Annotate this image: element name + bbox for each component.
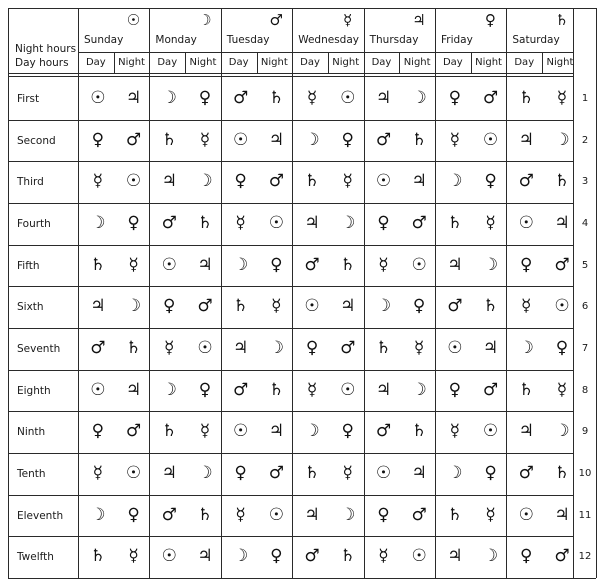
row-divider bbox=[8, 370, 573, 371]
day-name: Wednesday bbox=[298, 34, 359, 46]
day-subheader: Day bbox=[371, 57, 392, 68]
night-planet-symbol: ♂ bbox=[268, 171, 284, 192]
day-planet-symbol-cell: ☿ bbox=[235, 212, 246, 233]
night-planet-symbol: ☉ bbox=[340, 87, 356, 108]
night-subheader: Night bbox=[260, 57, 288, 68]
night-subheader: Night bbox=[332, 57, 360, 68]
day-planet-symbol-cell: ♂ bbox=[161, 212, 177, 233]
night-planet-symbol: ☉ bbox=[268, 504, 284, 525]
table-border-bottom bbox=[8, 578, 596, 579]
day-planet-symbol-cell: ♂ bbox=[375, 421, 392, 442]
day-planet-symbol-cell: ☽ bbox=[375, 296, 392, 317]
night-planet-symbol: ♃ bbox=[268, 129, 284, 150]
row-number: 8 bbox=[581, 384, 589, 396]
day-planet-symbol-cell: ♂ bbox=[90, 337, 106, 358]
night-planet-symbol: ♀ bbox=[270, 546, 283, 567]
night-planet-symbol: ♂ bbox=[340, 337, 356, 358]
day-planet-symbol-cell: ♄ bbox=[518, 379, 534, 400]
day-planet-symbol-cell: ♄ bbox=[233, 296, 249, 317]
day-planet-symbol-cell: ♀ bbox=[448, 87, 462, 108]
night-planet-symbol: ☽ bbox=[554, 129, 570, 150]
night-planet-symbol: ♃ bbox=[554, 504, 570, 525]
day-planet-symbol: ♂ bbox=[269, 11, 283, 29]
hour-label: Sixth bbox=[17, 301, 44, 314]
night-planet-symbol: ☽ bbox=[554, 421, 570, 442]
day-planet-symbol: ☽ bbox=[198, 11, 212, 29]
day-column-divider bbox=[221, 8, 222, 578]
row-divider bbox=[8, 411, 573, 412]
night-planet-symbol: ☿ bbox=[199, 129, 211, 150]
night-planet-symbol: ☽ bbox=[411, 379, 427, 400]
day-planet-symbol-cell: ☽ bbox=[90, 504, 106, 525]
night-planet-symbol: ♀ bbox=[484, 171, 497, 192]
day-subheader: Day bbox=[300, 57, 320, 68]
day-planet-symbol-cell: ♃ bbox=[161, 462, 177, 483]
day-planet-symbol-cell: ♄ bbox=[90, 254, 106, 275]
row-divider bbox=[8, 453, 573, 454]
night-planet-symbol: ♃ bbox=[411, 171, 427, 192]
day-name: Friday bbox=[441, 34, 473, 46]
hour-label: Third bbox=[17, 176, 44, 189]
night-planet-symbol: ♀ bbox=[270, 254, 283, 275]
hour-label: Tenth bbox=[17, 467, 46, 480]
day-planet-symbol-cell: ♀ bbox=[91, 421, 105, 442]
night-planet-symbol: ♂ bbox=[197, 296, 213, 317]
day-planet-symbol-cell: ♃ bbox=[304, 212, 320, 233]
day-column-divider bbox=[364, 8, 365, 578]
night-planet-symbol: ♀ bbox=[127, 212, 140, 233]
night-planet-symbol: ☉ bbox=[125, 462, 142, 483]
header-night-hours-label: Night hours bbox=[15, 43, 77, 55]
night-planet-symbol: ♀ bbox=[198, 87, 212, 108]
day-column-divider bbox=[435, 8, 436, 578]
day-planet-symbol-cell: ♂ bbox=[518, 171, 534, 192]
night-planet-symbol: ♄ bbox=[268, 379, 284, 400]
hour-label: Eighth bbox=[17, 384, 51, 397]
night-planet-symbol: ♄ bbox=[340, 546, 356, 567]
night-planet-symbol: ☽ bbox=[340, 504, 356, 525]
night-planet-symbol: ♂ bbox=[125, 129, 142, 150]
night-planet-symbol: ♂ bbox=[411, 212, 427, 233]
day-planet-symbol-cell: ♄ bbox=[447, 212, 463, 233]
night-subheader: Night bbox=[189, 57, 217, 68]
day-planet-symbol-cell: ☽ bbox=[161, 379, 177, 400]
day-planet-symbol-cell: ♂ bbox=[233, 87, 249, 108]
night-planet-symbol: ♃ bbox=[125, 87, 142, 108]
night-planet-symbol: ☽ bbox=[268, 337, 284, 358]
day-planet-symbol-cell: ☉ bbox=[90, 379, 106, 400]
row-divider bbox=[8, 286, 573, 287]
hour-label: First bbox=[17, 92, 40, 105]
night-planet-symbol: ☽ bbox=[125, 296, 142, 317]
day-planet-symbol-cell: ☿ bbox=[449, 129, 461, 150]
day-subheader: Day bbox=[157, 57, 178, 68]
night-planet-symbol: ♀ bbox=[484, 462, 497, 483]
night-planet-symbol: ☿ bbox=[556, 87, 568, 108]
night-planet-symbol: ♃ bbox=[340, 296, 356, 317]
day-planet-symbol-cell: ♀ bbox=[377, 212, 390, 233]
row-number: 3 bbox=[581, 176, 589, 188]
day-subheader: Day bbox=[442, 57, 463, 68]
night-planet-symbol: ♃ bbox=[197, 546, 213, 567]
night-planet-symbol: ♄ bbox=[268, 87, 284, 108]
day-planet-symbol-cell: ♃ bbox=[518, 129, 534, 150]
day-planet-symbol-cell: ☿ bbox=[378, 546, 389, 567]
hour-label: Seventh bbox=[17, 342, 61, 355]
day-planet-symbol-cell: ♂ bbox=[518, 462, 534, 483]
day-planet-symbol-cell: ☉ bbox=[161, 254, 177, 275]
night-planet-symbol: ♂ bbox=[125, 421, 142, 442]
day-name: Saturday bbox=[512, 34, 560, 46]
row-divider bbox=[8, 161, 573, 162]
night-planet-symbol: ☉ bbox=[554, 296, 570, 317]
day-planet-symbol-cell: ♄ bbox=[304, 462, 320, 483]
night-planet-symbol: ☿ bbox=[413, 337, 425, 358]
row-number: 9 bbox=[581, 426, 589, 438]
row-number: 11 bbox=[578, 509, 592, 521]
day-planet-symbol-cell: ♄ bbox=[518, 87, 534, 108]
day-column-divider bbox=[149, 8, 150, 578]
table-border-left bbox=[8, 8, 9, 578]
day-planet-symbol-cell: ☿ bbox=[164, 337, 175, 358]
row-divider bbox=[8, 328, 573, 329]
day-planet-symbol-cell: ♃ bbox=[233, 337, 249, 358]
day-planet-symbol-cell: ♃ bbox=[90, 296, 106, 317]
day-planet-symbol-cell: ☽ bbox=[233, 254, 249, 275]
day-planet-symbol-cell: ☽ bbox=[304, 129, 320, 150]
table-border-right bbox=[596, 8, 597, 578]
day-planet-symbol-cell: ☉ bbox=[518, 212, 534, 233]
night-planet-symbol: ♀ bbox=[198, 379, 212, 400]
day-planet-symbol-cell: ♂ bbox=[375, 129, 392, 150]
night-planet-symbol: ♄ bbox=[554, 171, 570, 192]
day-planet-symbol-cell: ☿ bbox=[449, 421, 461, 442]
day-name: Sunday bbox=[84, 34, 124, 46]
day-name: Tuesday bbox=[226, 34, 270, 46]
day-column-divider bbox=[506, 8, 507, 578]
day-planet-symbol-cell: ☉ bbox=[375, 462, 392, 483]
day-planet-symbol-cell: ♄ bbox=[161, 129, 177, 150]
night-planet-symbol: ☿ bbox=[128, 546, 139, 567]
night-planet-symbol: ♂ bbox=[554, 254, 570, 275]
header-bottom-double-line bbox=[8, 76, 573, 77]
day-planet-symbol-cell: ☽ bbox=[233, 546, 249, 567]
day-planet-symbol-cell: ☿ bbox=[306, 379, 318, 400]
day-planet-symbol-cell: ♀ bbox=[234, 171, 247, 192]
day-planet-symbol: ♄ bbox=[555, 11, 569, 29]
day-planet-symbol: ☉ bbox=[126, 11, 141, 29]
row-number: 7 bbox=[581, 342, 589, 354]
night-subheader: Night bbox=[118, 57, 145, 68]
hour-label: Second bbox=[17, 134, 56, 147]
row-number: 10 bbox=[578, 467, 592, 479]
row-divider bbox=[8, 245, 573, 246]
day-planet-symbol: ♃ bbox=[412, 11, 426, 29]
night-planet-symbol: ☿ bbox=[342, 462, 353, 483]
day-planet-symbol-cell: ♃ bbox=[518, 421, 534, 442]
day-planet-symbol: ♀ bbox=[484, 11, 496, 29]
night-planet-symbol: ♄ bbox=[411, 421, 427, 442]
day-planet-symbol-cell: ☉ bbox=[304, 296, 320, 317]
header-bottom-line bbox=[8, 73, 573, 74]
day-planet-symbol-cell: ♃ bbox=[304, 504, 320, 525]
hour-label: Eleventh bbox=[17, 509, 64, 522]
row-divider bbox=[8, 203, 573, 204]
day-planet-symbol-cell: ☉ bbox=[233, 129, 249, 150]
night-planet-symbol: ☽ bbox=[482, 254, 499, 275]
row-divider bbox=[8, 120, 573, 121]
day-planet-symbol-cell: ♂ bbox=[161, 504, 177, 525]
day-subheader: Day bbox=[228, 57, 249, 68]
day-planet-symbol-cell: ♃ bbox=[161, 171, 177, 192]
day-planet-symbol-cell: ♀ bbox=[163, 296, 176, 317]
day-planet-symbol-cell: ☿ bbox=[306, 87, 318, 108]
row-number: 6 bbox=[581, 301, 589, 313]
day-planet-symbol-cell: ☿ bbox=[378, 254, 389, 275]
day-subheader: Day bbox=[85, 57, 106, 68]
night-planet-symbol: ♃ bbox=[197, 254, 213, 275]
day-planet-symbol-cell: ♀ bbox=[520, 546, 533, 567]
day-planet-symbol-cell: ♄ bbox=[304, 171, 320, 192]
day-planet-symbol-cell: ☿ bbox=[92, 462, 104, 483]
day-planet-symbol-cell: ☉ bbox=[447, 337, 463, 358]
header-day-hours-label: Day hours bbox=[15, 57, 69, 69]
night-planet-symbol: ♀ bbox=[555, 337, 569, 358]
row-number: 1 bbox=[581, 92, 589, 104]
day-planet-symbol-cell: ♄ bbox=[375, 337, 392, 358]
day-planet-symbol-cell: ☽ bbox=[161, 87, 177, 108]
night-planet-symbol: ☽ bbox=[340, 212, 356, 233]
night-planet-symbol: ☉ bbox=[411, 546, 427, 567]
day-planet-symbol-cell: ☽ bbox=[447, 171, 463, 192]
row-number: 12 bbox=[578, 551, 592, 563]
hour-label: Ninth bbox=[17, 426, 46, 439]
night-planet-symbol: ☿ bbox=[485, 212, 496, 233]
day-planet-symbol-cell: ☿ bbox=[235, 504, 246, 525]
day-planet-symbol-cell: ♀ bbox=[305, 337, 319, 358]
row-number: 2 bbox=[581, 134, 589, 146]
night-subheader: Night bbox=[475, 57, 502, 68]
hour-label: Twelfth bbox=[17, 551, 54, 564]
night-planet-symbol: ☉ bbox=[340, 379, 356, 400]
day-planet-symbol-cell: ☉ bbox=[518, 504, 534, 525]
day-planet-symbol-cell: ♃ bbox=[447, 254, 463, 275]
day-name: Thursday bbox=[369, 34, 419, 46]
day-column-divider bbox=[292, 8, 293, 578]
day-planet-symbol-cell: ♀ bbox=[91, 129, 105, 150]
night-planet-symbol: ♀ bbox=[412, 296, 426, 317]
night-planet-symbol: ☿ bbox=[556, 379, 568, 400]
night-subheader: Night bbox=[403, 57, 431, 68]
night-planet-symbol: ♂ bbox=[554, 546, 570, 567]
night-planet-symbol: ♃ bbox=[482, 337, 499, 358]
day-planet-symbol-cell: ♀ bbox=[448, 379, 462, 400]
day-planet-symbol-cell: ♃ bbox=[375, 87, 392, 108]
night-planet-symbol: ♄ bbox=[340, 254, 356, 275]
subheader-top-line bbox=[78, 52, 573, 53]
day-planet-symbol-cell: ♀ bbox=[234, 462, 247, 483]
day-planet-symbol-cell: ☉ bbox=[233, 421, 249, 442]
night-planet-symbol: ♀ bbox=[341, 421, 354, 442]
night-planet-symbol: ☉ bbox=[482, 129, 499, 150]
night-planet-symbol: ☿ bbox=[271, 296, 282, 317]
day-subheader: Day bbox=[514, 57, 535, 68]
night-planet-symbol: ☿ bbox=[199, 421, 211, 442]
day-planet-symbol-cell: ☉ bbox=[161, 546, 177, 567]
row-number: 5 bbox=[581, 259, 589, 271]
night-planet-symbol: ♂ bbox=[268, 462, 284, 483]
night-planet-symbol: ♀ bbox=[341, 129, 354, 150]
night-planet-symbol: ☿ bbox=[485, 504, 496, 525]
day-planet-symbol: ☿ bbox=[342, 11, 353, 29]
day-planet-symbol-cell: ♄ bbox=[447, 504, 463, 525]
label-column-divider bbox=[78, 8, 79, 578]
night-subheader: Night bbox=[546, 57, 574, 68]
day-name: Monday bbox=[155, 34, 197, 46]
day-planet-symbol-cell: ♀ bbox=[520, 254, 533, 275]
night-planet-symbol: ☿ bbox=[128, 254, 139, 275]
day-planet-symbol-cell: ☽ bbox=[90, 212, 106, 233]
night-planet-symbol: ♃ bbox=[125, 379, 142, 400]
day-planet-symbol-cell: ♂ bbox=[304, 546, 320, 567]
night-planet-symbol: ♃ bbox=[411, 462, 427, 483]
day-planet-symbol-cell: ♀ bbox=[377, 504, 390, 525]
day-planet-symbol-cell: ☉ bbox=[375, 171, 392, 192]
day-planet-symbol-cell: ☽ bbox=[304, 421, 320, 442]
day-planet-symbol-cell: ♄ bbox=[90, 546, 106, 567]
night-planet-symbol: ♃ bbox=[554, 212, 570, 233]
night-planet-symbol: ☉ bbox=[197, 337, 213, 358]
day-planet-symbol-cell: ♂ bbox=[304, 254, 320, 275]
night-planet-symbol: ☉ bbox=[411, 254, 427, 275]
night-planet-symbol: ☉ bbox=[125, 171, 142, 192]
night-planet-symbol: ♄ bbox=[197, 212, 213, 233]
night-planet-symbol: ♄ bbox=[197, 504, 213, 525]
row-number: 4 bbox=[581, 217, 589, 229]
day-planet-symbol-cell: ♂ bbox=[233, 379, 249, 400]
table-border-top bbox=[8, 8, 596, 9]
day-planet-symbol-cell: ♃ bbox=[447, 546, 463, 567]
hour-label: Fifth bbox=[17, 259, 40, 272]
hour-label: Fourth bbox=[17, 217, 51, 230]
night-planet-symbol: ☽ bbox=[482, 546, 499, 567]
day-planet-symbol-cell: ☽ bbox=[518, 337, 534, 358]
night-planet-symbol: ☽ bbox=[197, 462, 213, 483]
night-planet-symbol: ☉ bbox=[268, 212, 284, 233]
row-divider bbox=[8, 495, 573, 496]
day-planet-symbol-cell: ☿ bbox=[92, 171, 104, 192]
night-planet-symbol: ♀ bbox=[127, 504, 140, 525]
night-planet-symbol: ♃ bbox=[268, 421, 284, 442]
row-divider bbox=[8, 536, 573, 537]
day-planet-symbol-cell: ☿ bbox=[521, 296, 532, 317]
night-planet-symbol: ☽ bbox=[411, 87, 427, 108]
night-planet-symbol: ♂ bbox=[411, 504, 427, 525]
night-planet-symbol: ☽ bbox=[197, 171, 213, 192]
day-planet-symbol-cell: ☉ bbox=[90, 87, 106, 108]
night-planet-symbol: ♄ bbox=[411, 129, 427, 150]
night-planet-symbol: ♂ bbox=[482, 87, 499, 108]
night-planet-symbol: ♄ bbox=[125, 337, 142, 358]
day-planet-symbol-cell: ☽ bbox=[447, 462, 463, 483]
night-planet-symbol: ♄ bbox=[482, 296, 499, 317]
night-planet-symbol: ♄ bbox=[554, 462, 570, 483]
night-planet-symbol: ♂ bbox=[482, 379, 499, 400]
day-planet-symbol-cell: ♄ bbox=[161, 421, 177, 442]
night-planet-symbol: ☿ bbox=[342, 171, 353, 192]
day-planet-symbol-cell: ♃ bbox=[375, 379, 392, 400]
day-planet-symbol-cell: ♂ bbox=[447, 296, 463, 317]
night-planet-symbol: ☉ bbox=[482, 421, 499, 442]
